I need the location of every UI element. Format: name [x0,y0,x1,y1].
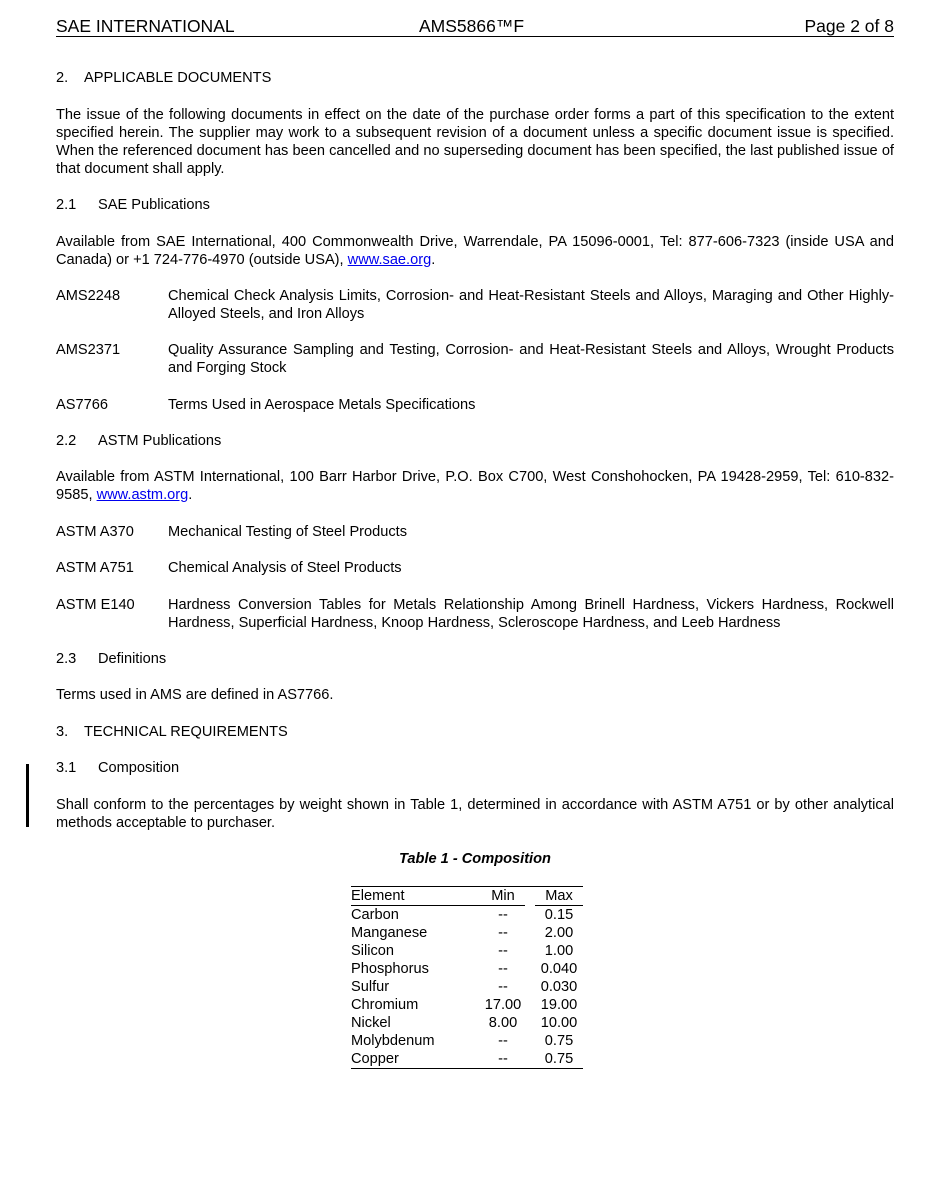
cell-min: -- [481,1050,525,1069]
section-2-paragraph: The issue of the following documents in effect on the date of the purchase order forms a part of this specification to the extent specified herein. The supplier may work to a subsequent revision of a document unless a specific document issue is specified. When the referenced document has been cancelled and no superseding document has been specified, the last published issue of that document shall apply. [56,107,894,177]
reference-title: Mechanical Testing of Steel Products [168,524,408,540]
cell-max: 0.030 [540,979,578,995]
section-title: TECHNICAL REQUIREMENTS [84,724,288,740]
cell-max: 2.00 [544,925,574,941]
cell-min: -- [498,1033,508,1049]
cell-max: 0.040 [540,961,578,977]
table-row [351,978,583,996]
column-header-max: Max [535,887,583,906]
reference-code: ASTM E140 [56,597,135,613]
astm-website-link[interactable]: www.astm.org [96,487,189,503]
cell-min: 17.00 [484,997,522,1013]
header-doc-number: AMS5866™F [419,16,525,36]
cell-max: 0.75 [535,1050,583,1069]
section-number: 3.1 [56,760,77,776]
period: . [188,487,193,503]
cell-element: Copper [351,1050,481,1069]
cell-element: Carbon [351,907,399,923]
cell-min: -- [498,925,508,941]
table-row [351,996,583,1014]
header-org: SAE INTERNATIONAL [56,16,235,36]
revision-bar [26,764,29,827]
composition-paragraph: Shall conform to the percentages by weight shown in Table 1, determined in accordance with ASTM A751 or by other analytical methods acceptable to purchaser. [56,797,894,831]
section-title: APPLICABLE DOCUMENTS [84,70,272,86]
section-2-3-heading [56,650,894,668]
table-row [351,1032,583,1050]
section-3-heading [56,723,894,741]
reference-title: Hardness Conversion Tables for Metals Relationship Among Brinell Hardness, Vickers Hardness, Rockwell Hardness, Superficial Hardness, Knoop Hardness, Scleroscope Hardness, and Leeb Hardness [168,597,894,631]
reference-title: Terms Used in Aerospace Metals Specifications [168,397,476,413]
reference-code: ASTM A751 [56,560,134,576]
section-number: 2. [56,70,69,86]
table-caption: Table 1 - Composition [399,851,551,867]
table-row [351,906,583,925]
reference-code: AMS2248 [56,288,121,304]
cell-max: 0.15 [544,907,574,923]
header-page-number: Page 2 of 8 [804,16,894,36]
cell-min: -- [498,943,508,959]
reference-title: Chemical Analysis of Steel Products [168,560,402,576]
reference-code: AMS2371 [56,342,121,358]
page-header [56,16,894,37]
section-2-heading [56,69,894,87]
cell-element: Chromium [351,997,419,1013]
reference-code: AS7766 [56,397,108,413]
cell-min: -- [498,961,508,977]
cell-element: Sulfur [351,979,390,995]
astm-availability-paragraph [56,468,894,504]
cell-max: 10.00 [540,1015,578,1031]
cell-element: Manganese [351,925,428,941]
period: . [431,252,436,268]
reference-title: Quality Assurance Sampling and Testing, Corrosion- and Heat-Resistant Steels and Alloys, Wrought Products and Forging Stock [168,342,894,376]
section-number: 2.2 [56,433,77,449]
composition-table [351,886,583,1069]
cell-min: 8.00 [488,1015,518,1031]
cell-element: Silicon [351,943,394,959]
cell-max: 1.00 [544,943,574,959]
availability-text: Available from SAE International, 400 Commonwealth Drive, Warrendale, PA 15096-0001, Tel: 877-606-7323 (inside USA and Canada) or +1 724-776-4970 (outside USA), [56,234,894,268]
section-2-2-heading [56,432,894,450]
cell-element: Molybdenum [351,1033,435,1049]
cell-element: Nickel [351,1015,391,1031]
sae-website-link[interactable]: www.sae.org [347,252,432,268]
section-title: Definitions [98,651,167,667]
cell-min: -- [498,907,508,923]
section-title: ASTM Publications [98,433,222,449]
section-number: 2.3 [56,651,77,667]
section-title: SAE Publications [98,197,210,213]
table-row [351,960,583,978]
cell-element: Phosphorus [351,961,429,977]
column-header-min: Min [481,887,525,906]
reference-code: ASTM A370 [56,524,134,540]
table-row [351,942,583,960]
cell-min: -- [498,979,508,995]
availability-text: Available from ASTM International, 100 Barr Harbor Drive, P.O. Box C700, West Conshohocken, PA 19428-2959, Tel: 610-832-9585, [56,469,894,503]
section-title: Composition [98,760,180,776]
document-page [56,0,894,1200]
table-header-row [351,887,583,906]
section-2-1-heading [56,196,894,214]
cell-max: 19.00 [540,997,578,1013]
cell-max: 0.75 [544,1033,574,1049]
section-number: 3. [56,724,69,740]
column-header-element: Element [351,887,481,906]
sae-availability-paragraph [56,233,894,269]
section-3-1-heading [56,759,894,777]
section-number: 2.1 [56,197,77,213]
definitions-paragraph: Terms used in AMS are defined in AS7766. [56,687,334,703]
table-row [351,1014,583,1032]
reference-title: Chemical Check Analysis Limits, Corrosion- and Heat-Resistant Steels and Alloys, Maraging and Other Highly-Alloyed Steels, and Iron Alloys [168,288,894,322]
table-row [351,924,583,942]
table-row [351,1050,583,1069]
